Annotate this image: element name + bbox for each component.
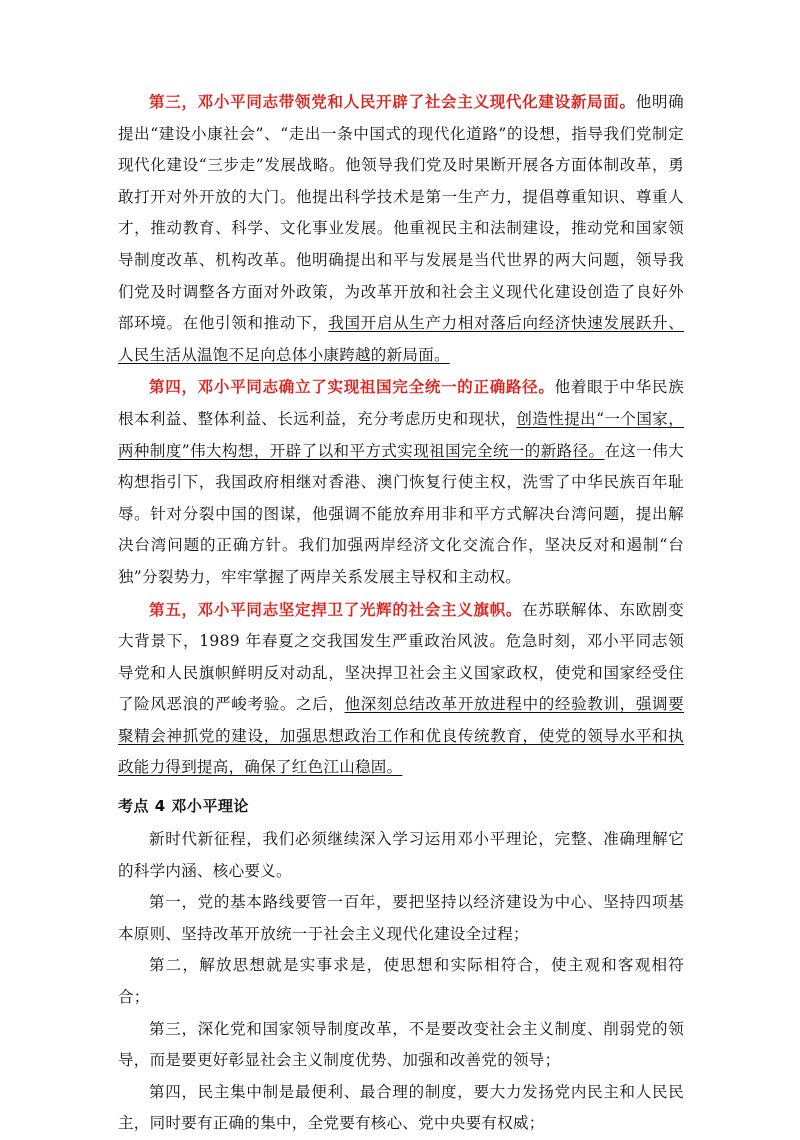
paragraph-fourth [118, 371, 684, 593]
list-item: 第一，党的基本路线要管一百年，要把坚持以经济建设为中心、坚持四项基本原则、坚持改革开放统一于社会主义现代化建设全过程； [118, 893, 684, 943]
list-item: 第二，解放思想就是实事求是，使思想和实际相符合，使主观和客观相符合； [118, 956, 684, 1007]
paragraph-text: 在苏联解体、东欧剧变大背景下，1989 年春夏之交我国发生严重政治风波。危急时刻，邓小平同志领导党和人民旗帜鲜明反对动乱，坚决捍卫社会主义国家政权，使党和国家经受住了险风恶浪的严峻考验。之后， [118, 600, 684, 714]
paragraph-text: 他着眼于中华民族根本利益、整体利益、长远利益，充分考虑历史和现状， [118, 378, 684, 428]
paragraph-lead: 第四，邓小平同志确立了实现祖国完全统一的正确路径。 [149, 377, 555, 397]
paragraph-lead: 第五，邓小平同志坚定捍卫了光辉的社会主义旗帜。 [149, 599, 523, 619]
underlined-text: 他深刻总结改革开放进程中的经验教训，强调要聚精会神抓党的建设，加强思想政治工作和优良传统教育，使党的领导水平和执政能力得到提高，确保了红色江山稳固。 [118, 695, 685, 777]
list-item: 第四，民主集中制是最便利、最合理的制度，要大力发扬党内民主和人民民主，同时要有正确的集中，全党要有核心、党中央要有权威； [118, 1082, 684, 1133]
paragraph-fifth [118, 594, 684, 785]
underlined-text: 我国开启从生产力相对落后向经济快速发展跃升、人民生活从温饱不足向总体小康跨越的新局面。 [118, 314, 684, 364]
paragraph-lead: 第三，邓小平同志带领党和人民开辟了社会主义现代化建设新局面。 [149, 92, 636, 111]
list-item: 新时代新征程，我们必须继续深入学习运用邓小平理论，完整、准确理解它的科学内涵、核心要义。 [118, 830, 684, 880]
paragraph-text: 在这一伟大构想指引下，我国政府相继对香港、澳门恢复行使主权，洗雪了中华民族百年耻辱。针对分裂中国的图谋，他强调不能放弃用非和平方式解决台湾问题，提出解决台湾问题的正确方针。我们加强两岸经济文化交流合作，坚决反对和遏制“台独”分裂势力，牢牢掌握了两岸关系发展主导权和主动权。 [118, 441, 684, 586]
document-page [118, 86, 684, 1140]
paragraph-third [118, 86, 684, 371]
paragraph-text: 他明确提出“建设小康社会”、“走出一条中国式的现代化道路”的设想，指导我们党制定现代化建设“三步走”发展战略。他领导我们党及时果断开展各方面体制改革，勇敢打开对外开放的大门。他提出科学技术是第一生产力，提倡尊重知识、尊重人才，推动教育、科学、文化事业发展。他重视民主和法制建设，推动党和国家领导制度改革、机构改革。他明确提出和平与发展是当代世界的两大问题，领导我们党及时调整各方面对外政策，为改革开放和社会主义现代化建设创造了良好外部环境。在他引领和推动下， [118, 93, 684, 333]
list-item: 第三，深化党和国家领导制度改革，不是要改变社会主义制度、削弱党的领导，而是要更好彰显社会主义制度优势、加强和改善党的领导； [118, 1019, 684, 1070]
underlined-text: 创造性提出“一个国家，两种制度”伟大构想，开辟了以和平方式实现祖国完全统一的新路径。 [118, 409, 684, 460]
section-heading: 考点 4 邓小平理论 [118, 797, 249, 816]
